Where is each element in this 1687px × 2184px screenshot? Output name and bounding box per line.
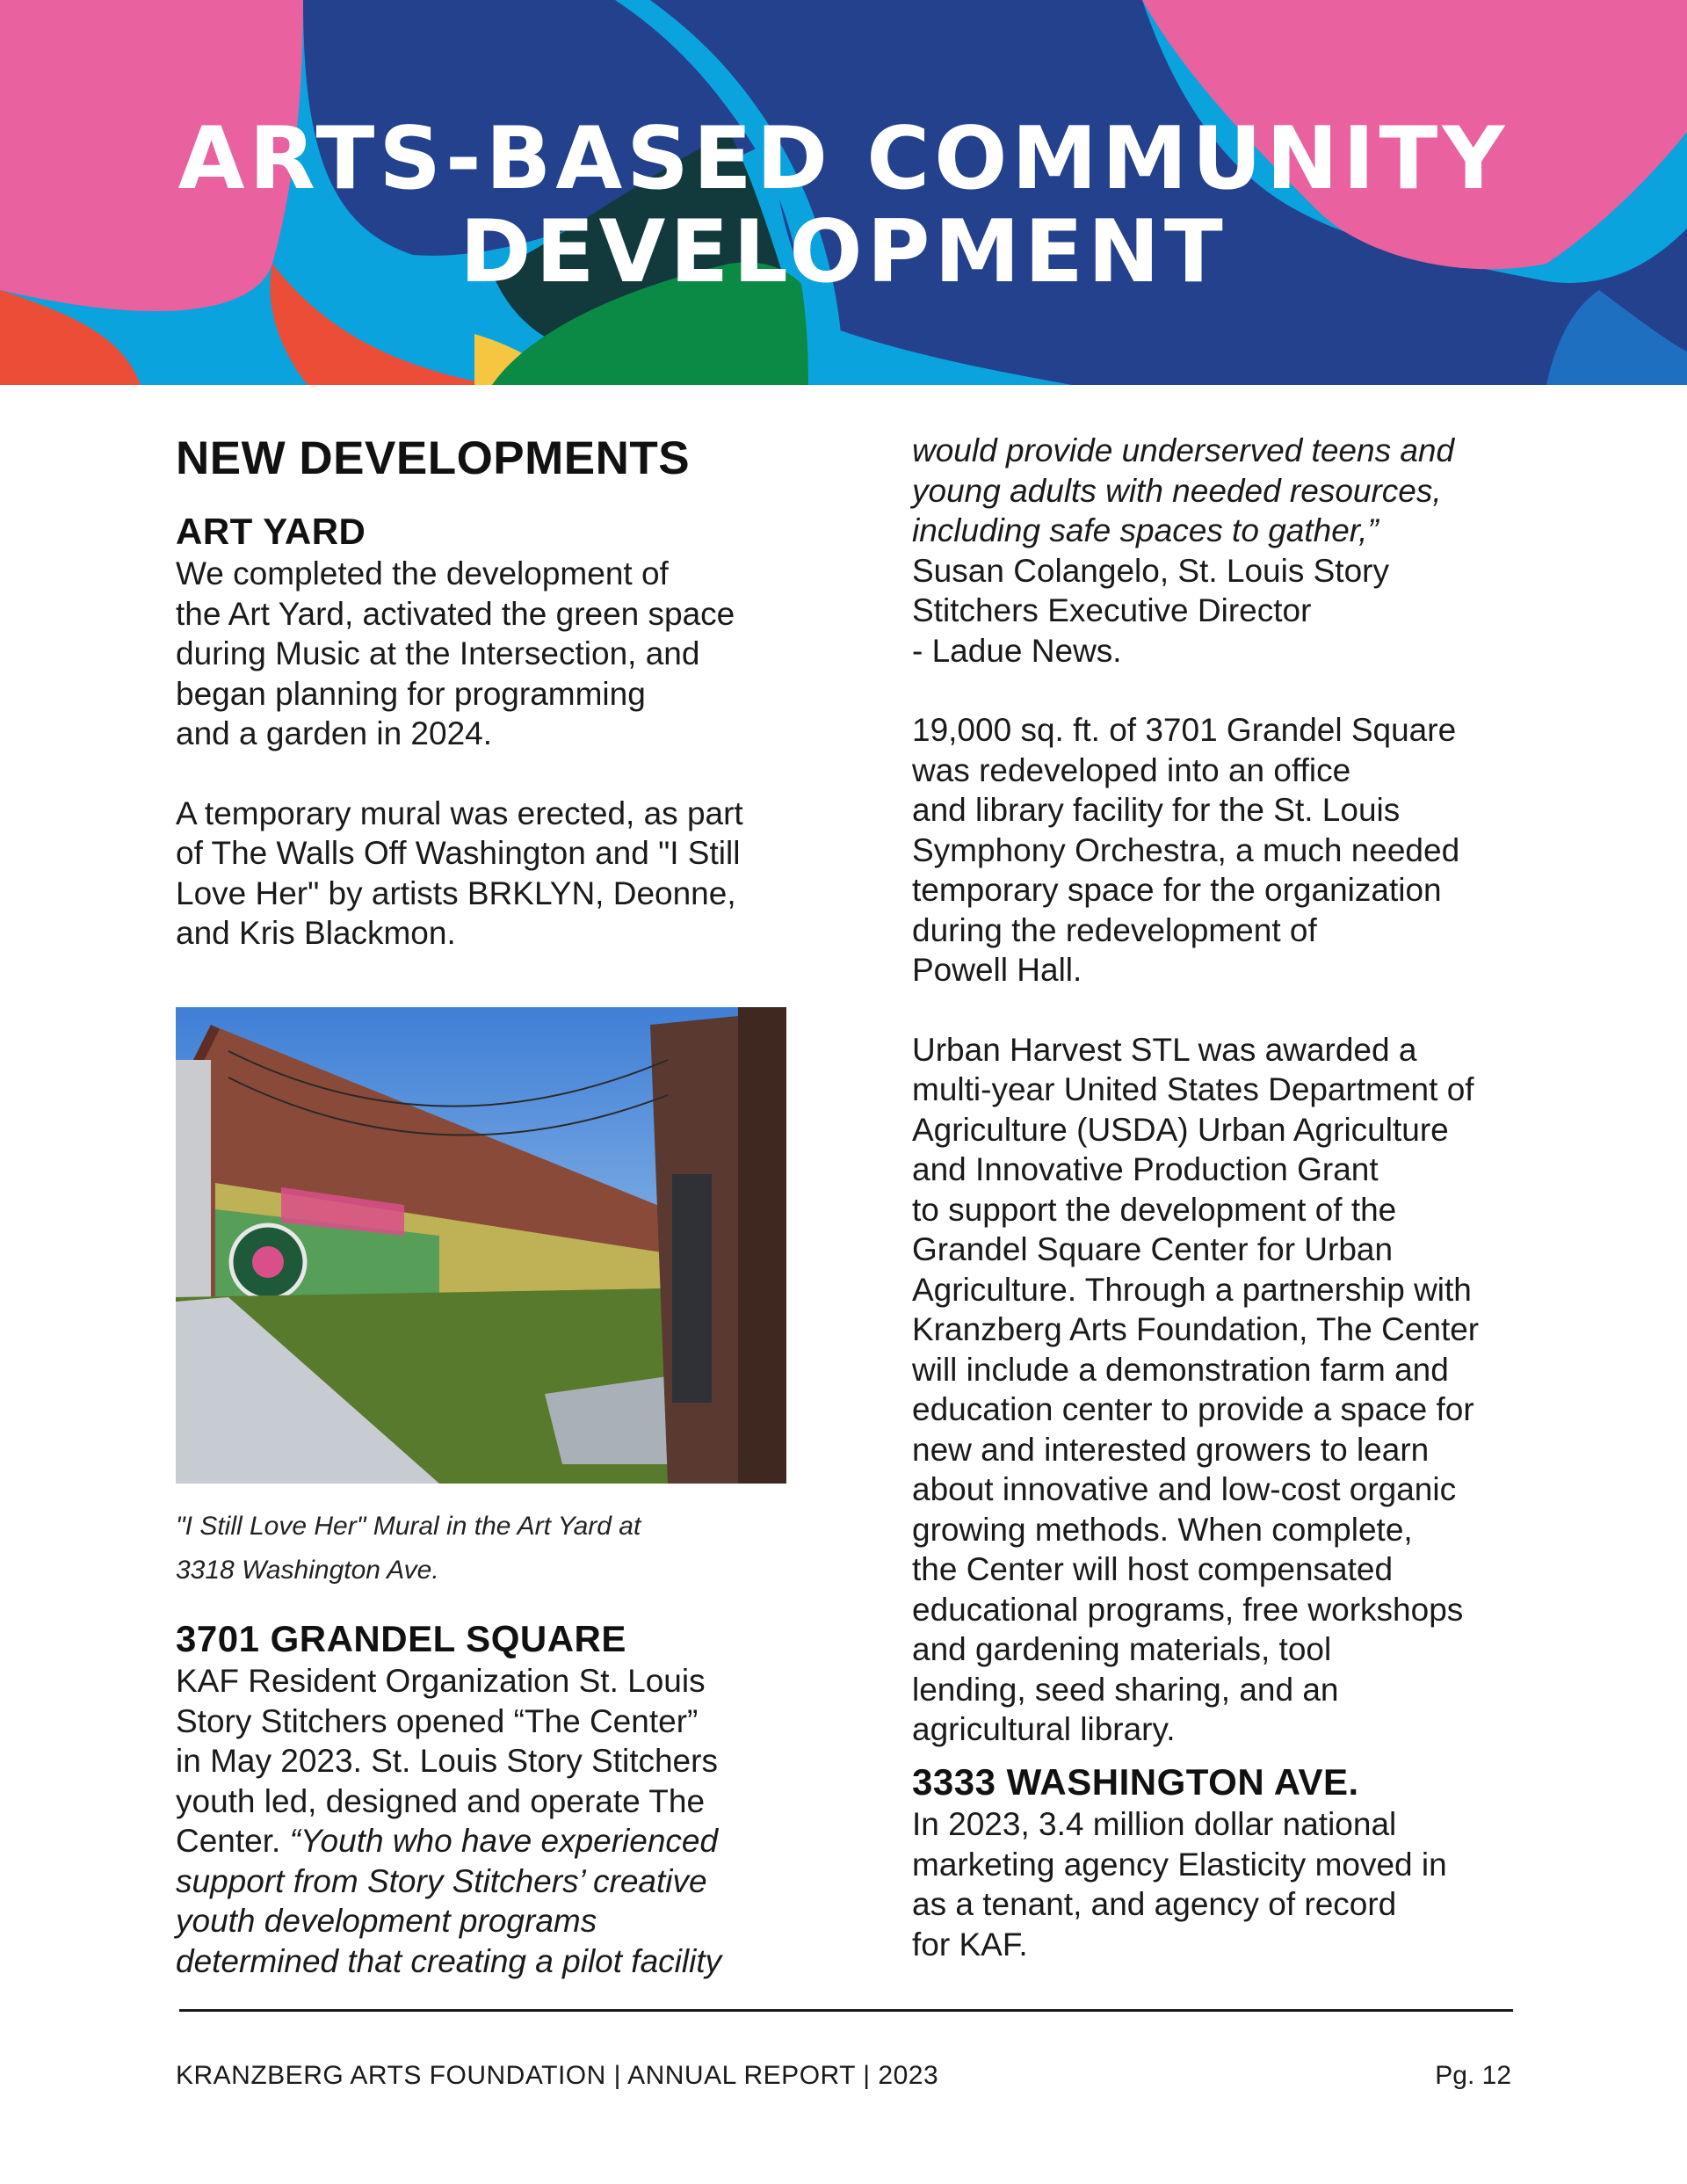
text-line: Urban Harvest STL was awarded a: [912, 1031, 1417, 1068]
text-line: during the redevelopment of: [912, 911, 1317, 948]
text-line: and Innovative Production Grant: [912, 1151, 1379, 1187]
text-line: youth led, designed and operate The: [176, 1782, 706, 1819]
text-line: and Kris Blackmon.: [176, 915, 456, 951]
text-line: marketing agency Elasticity moved in: [912, 1846, 1447, 1883]
page-title-line-1: ARTS-BASED COMMUNITY: [177, 109, 1510, 209]
text-line: We completed the development of: [176, 555, 669, 591]
quote-line: determined that creating a pilot facility: [176, 1942, 722, 1979]
text-line: Grandel Square Center for Urban: [912, 1231, 1394, 1267]
text-line: lending, seed sharing, and an: [912, 1671, 1339, 1708]
grandel-heading: 3701 GRANDEL SQUARE: [176, 1618, 626, 1659]
art-yard-heading: ART YARD: [176, 511, 366, 552]
text-line: Powell Hall.: [912, 952, 1082, 988]
text-line: the Center will host compensated: [912, 1551, 1394, 1587]
text-line: as a tenant, and agency of record: [912, 1886, 1397, 1922]
footer-report-title: KRANZBERG ARTS FOUNDATION | ANNUAL REPORT | 2023: [176, 2061, 939, 2090]
grandel-paragraph: [176, 1661, 808, 1981]
text-line: Agriculture (USDA) Urban Agriculture: [912, 1111, 1449, 1148]
text-line: multi-year United States Department of: [912, 1071, 1474, 1107]
right-column: [912, 431, 1527, 1750]
footer-divider: [179, 2009, 1513, 2012]
quote-line: youth development programs: [176, 1903, 597, 1939]
text-line: and library facility for the St. Louis: [912, 792, 1401, 828]
text-plain: Center.: [176, 1823, 290, 1859]
text-line: began planning for programming: [176, 675, 646, 712]
text-line: KAF Resident Organization St. Louis: [176, 1663, 706, 1699]
text-line: was redeveloped into an office: [912, 751, 1351, 788]
text-line: the Art Yard, activated the green space: [176, 595, 735, 632]
text-line: Agriculture. Through a partnership with: [912, 1271, 1472, 1308]
art-yard-photo: [176, 1007, 786, 1484]
quote-line: support from Story Stitchers’ creative: [176, 1862, 707, 1899]
washington-paragraph: [912, 1804, 1527, 1964]
text-line: in May 2023. St. Louis Story Stitchers: [176, 1743, 718, 1779]
text-line: agricultural library.: [912, 1711, 1176, 1747]
art-yard-paragraph-2: [176, 794, 808, 954]
art-yard-paragraph-1: [176, 554, 808, 754]
text-line: growing methods. When complete,: [912, 1511, 1413, 1548]
quote-line: young adults with needed resources,: [912, 472, 1442, 509]
text-line: [176, 1821, 808, 1861]
text-line: Love Her" by artists BRKLYN, Deonne,: [176, 874, 736, 911]
text-line: In 2023, 3.4 million dollar national: [912, 1806, 1397, 1842]
urban-harvest-paragraph: [912, 1030, 1527, 1750]
quote-line: including safe spaces to gather,”: [912, 512, 1379, 548]
attribution-line: Susan Colangelo, St. Louis Story: [912, 552, 1389, 589]
sso-paragraph: [912, 710, 1527, 990]
attribution-line: Stitchers Executive Director: [912, 592, 1312, 628]
text-line: education center to provide a space for: [912, 1391, 1474, 1427]
text-line: about innovative and low-cost organic: [912, 1471, 1457, 1507]
text-line: will include a demonstration farm and: [912, 1351, 1449, 1388]
text-line: during Music at the Intersection, and: [176, 635, 700, 671]
caption-line: 3318 Washington Ave.: [176, 1556, 439, 1585]
page-title-line-2: DEVELOPMENT: [460, 202, 1227, 302]
section-title: NEW DEVELOPMENTS: [176, 432, 691, 484]
text-line: temporary space for the organization: [912, 872, 1442, 908]
text-line: A temporary mural was erected, as part: [176, 795, 743, 831]
text-line: and a garden in 2024.: [176, 715, 493, 751]
attribution-line: - Ladue News.: [912, 632, 1122, 669]
left-column: [176, 431, 808, 954]
text-line: 19,000 sq. ft. of 3701 Grandel Square: [912, 712, 1457, 748]
quote-text: “Youth who have experienced: [289, 1823, 719, 1859]
page-number: Pg. 12: [1435, 2061, 1511, 2090]
quote-continuation: [912, 431, 1527, 671]
photo-caption: [176, 1505, 791, 1593]
text-line: Symphony Orchestra, a much needed: [912, 831, 1460, 868]
header-banner: [0, 0, 1687, 385]
text-line: of The Walls Off Washington and "I Still: [176, 835, 741, 871]
text-line: to support the development of the: [912, 1191, 1397, 1228]
caption-line: "I Still Love Her" Mural in the Art Yard at: [176, 1512, 641, 1541]
text-line: new and interested growers to learn: [912, 1431, 1430, 1468]
text-line: for KAF.: [912, 1926, 1028, 1963]
quote-line: would provide underserved teens and: [912, 432, 1455, 468]
grandel-section: [176, 1617, 808, 1981]
text-line: educational programs, free workshops: [912, 1591, 1464, 1628]
washington-section: [912, 1760, 1527, 1964]
text-line: Story Stitchers opened “The Center”: [176, 1702, 699, 1739]
text-line: Kranzberg Arts Foundation, The Center: [912, 1311, 1480, 1347]
washington-heading: 3333 WASHINGTON AVE.: [912, 1761, 1359, 1803]
text-line: and gardening materials, tool: [912, 1631, 1332, 1667]
